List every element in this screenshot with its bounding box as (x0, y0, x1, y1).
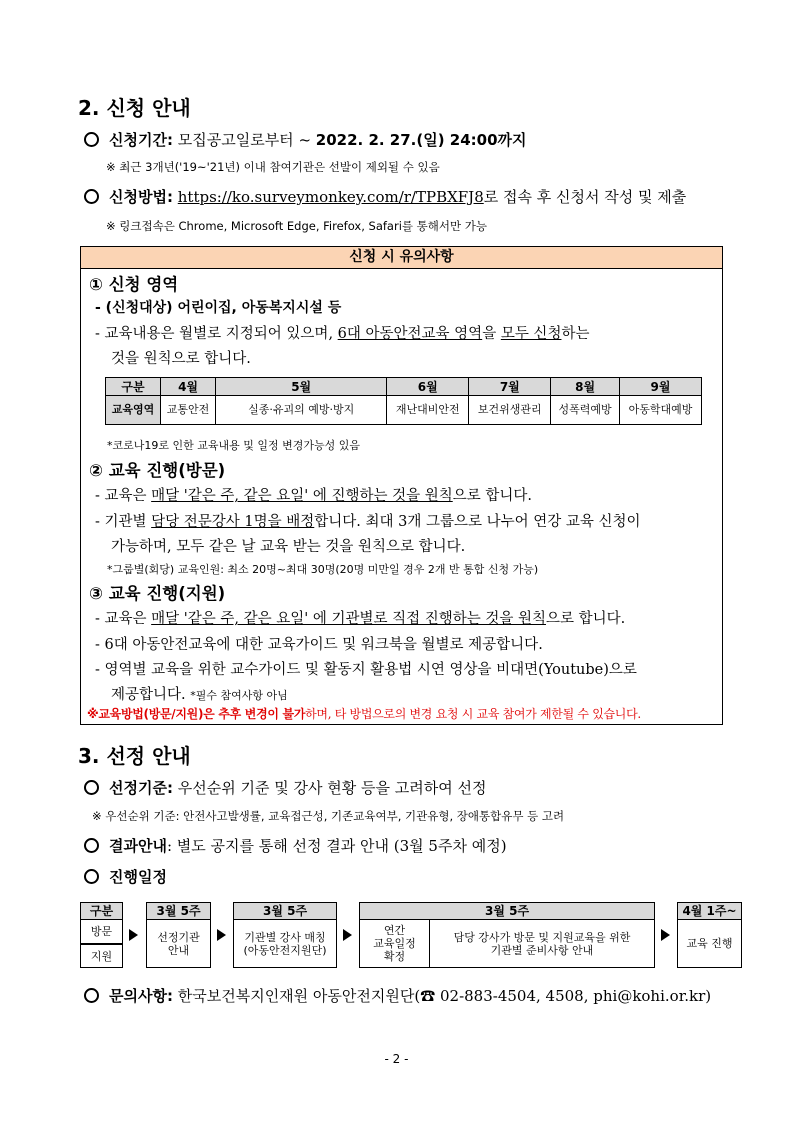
table-header-cell: 구분 (106, 378, 161, 396)
step4-head: 4월 1주~ (677, 902, 742, 920)
s3-line3: - 영역별 교육을 위한 교수가이드 및 활동지 활용법 시연 영상을 비대면(Youtube)으로 (95, 662, 637, 678)
circle-bullet-icon (84, 189, 99, 204)
s3-title: ③ 교육 진행(지원) (89, 584, 226, 603)
result-notice (84, 835, 507, 856)
circle-bullet-icon (84, 780, 99, 795)
table-header-cell: 5월 (216, 378, 387, 396)
arrow-right-icon (343, 929, 352, 941)
result-label: 결과안내 (109, 837, 167, 855)
period-label: 신청기간: (109, 131, 173, 149)
section-2-title: 2. 신청 안내 (78, 96, 191, 120)
criteria-text: 우선순위 기준 및 강사 현황 등을 고려하여 선정 (177, 779, 487, 797)
period-note: ※ 최근 3개년('19~'21년) 이내 참여기관은 선발이 제외될 수 있음 (106, 160, 440, 174)
step3-left: 연간 교육일정 확정 (359, 920, 430, 968)
selection-criteria (84, 777, 486, 798)
application-method (84, 186, 686, 207)
method-text: 로 접속 후 신청서 작성 및 제출 (483, 188, 687, 206)
table-cell: 아동학대예방 (619, 396, 701, 425)
method-note: ※ 링크접속은 Chrome, Microsoft Edge, Firefox, Safari를 통해서만 가능 (106, 219, 487, 233)
table-header-cell: 8월 (551, 378, 620, 396)
circle-bullet-icon (84, 869, 99, 884)
survey-link[interactable]: https://ko.surveymonkey.com/r/TPBXFJ8 (177, 188, 484, 206)
monthly-content-table (105, 377, 702, 425)
schedule-col-head: 구분 (80, 902, 123, 920)
caution-box (80, 246, 723, 725)
application-period (84, 129, 527, 150)
table-header-cell: 9월 (619, 378, 701, 396)
period-deadline: 2022. 2. 27.(일) 24:00까지 (315, 131, 527, 149)
arrow-right-icon (217, 929, 226, 941)
step3-head: 3월 5주 (359, 902, 655, 920)
s2-line2: - 기관별 담당 전문강사 1명을 배정합니다. 최대 3개 그룹으로 나누어 연강 교육 신청이 (95, 514, 641, 530)
s1-line3: 것을 원칙으로 합니다. (111, 351, 251, 367)
contact-label: 문의사항: (109, 987, 173, 1005)
s2-line3: 가능하며, 모두 같은 날 교육 받는 것을 원칙으로 합니다. (111, 539, 466, 555)
table-header-cell: 4월 (161, 378, 216, 396)
table-cell: 성폭력예방 (551, 396, 620, 425)
table-cell: 실종·유괴의 예방·방지 (216, 396, 387, 425)
table-cell: 재난대비안전 (387, 396, 469, 425)
table-header-row (106, 378, 702, 396)
table-row-label: 교육영역 (106, 396, 161, 425)
table-row (106, 396, 702, 425)
section-3-title: 3. 선정 안내 (78, 744, 191, 768)
schedule-support: 지원 (80, 944, 123, 968)
s1-line1: - (신청대상) 어린이집, 아동복지시설 등 (95, 300, 342, 316)
schedule-visit: 방문 (80, 920, 123, 944)
step1-body: 선정기관 안내 (146, 920, 211, 968)
table-cell: 보건위생관리 (469, 396, 551, 425)
s3-line2: - 6대 아동안전교육에 대한 교육가이드 및 워크북을 월별로 제공합니다. (95, 637, 543, 653)
arrow-right-icon (661, 929, 670, 941)
circle-bullet-icon (84, 838, 99, 853)
step1-head: 3월 5주 (146, 902, 211, 920)
contact-text: 한국보건복지인재원 아동안전지원단(☎ 02-883-4504, 4508, phi@kohi.or.kr) (177, 987, 712, 1005)
s2-title: ② 교육 진행(방문) (89, 461, 226, 480)
arrow-right-icon (129, 929, 138, 941)
s2-note: *그룹별(회당) 교육인원: 최소 20명~최대 30명(20명 미만일 경우 2개 반 통합 신청 가능) (107, 563, 539, 576)
s2-line1: - 교육은 매달 '같은 주, 같은 요일' 에 진행하는 것을 원칙으로 합니다. (95, 488, 532, 504)
method-change-warning: ※교육방법(방문/지원)은 추후 변경이 불가하며, 타 방법으로의 변경 요청 시 교육 참여가 제한될 수 있습니다. (87, 707, 641, 721)
contact-info (84, 985, 711, 1006)
criteria-label: 선정기준: (109, 779, 173, 797)
step4-body: 교육 진행 (677, 920, 742, 968)
circle-bullet-icon (84, 132, 99, 147)
table-cell: 교통안전 (161, 396, 216, 425)
caution-title: 신청 시 유의사항 (81, 247, 722, 269)
period-text: 모집공고일로부터 ~ (177, 131, 316, 149)
s3-line1: - 교육은 매달 '같은 주, 같은 요일' 에 기관별로 직접 진행하는 것을 원칙으로 합니다. (95, 611, 626, 627)
schedule-heading (84, 866, 167, 887)
page-number: - 2 - (384, 1052, 409, 1066)
step2-body: 기관별 강사 매칭 (아동안전지원단) (233, 920, 337, 968)
table-header-cell: 6월 (387, 378, 469, 396)
schedule-label: 진행일정 (109, 868, 167, 886)
step2-head: 3월 5주 (233, 902, 337, 920)
criteria-note: ※ 우선순위 기준: 안전사고발생률, 교육접근성, 기존교육여부, 기관유형, 장애통합유무 등 고려 (92, 809, 565, 823)
table-note: *코로나19로 인한 교육내용 및 일정 변경가능성 있음 (107, 439, 360, 452)
s1-title: ① 신청 영역 (89, 275, 179, 294)
step3-right: 담당 강사가 방문 및 지원교육을 위한 기관별 준비사항 안내 (429, 920, 655, 968)
method-label: 신청방법: (109, 188, 173, 206)
s1-line2: - 교육내용은 월별로 지정되어 있으며, 6대 아동안전교육 영역을 모두 신청하는 (95, 326, 590, 342)
table-header-cell: 7월 (469, 378, 551, 396)
s3-line4: 제공합니다. *필수 참여사항 아님 (111, 687, 288, 703)
circle-bullet-icon (84, 988, 99, 1003)
result-text: : 별도 공지를 통해 선정 결과 안내 (3월 5주차 예정) (166, 837, 507, 855)
